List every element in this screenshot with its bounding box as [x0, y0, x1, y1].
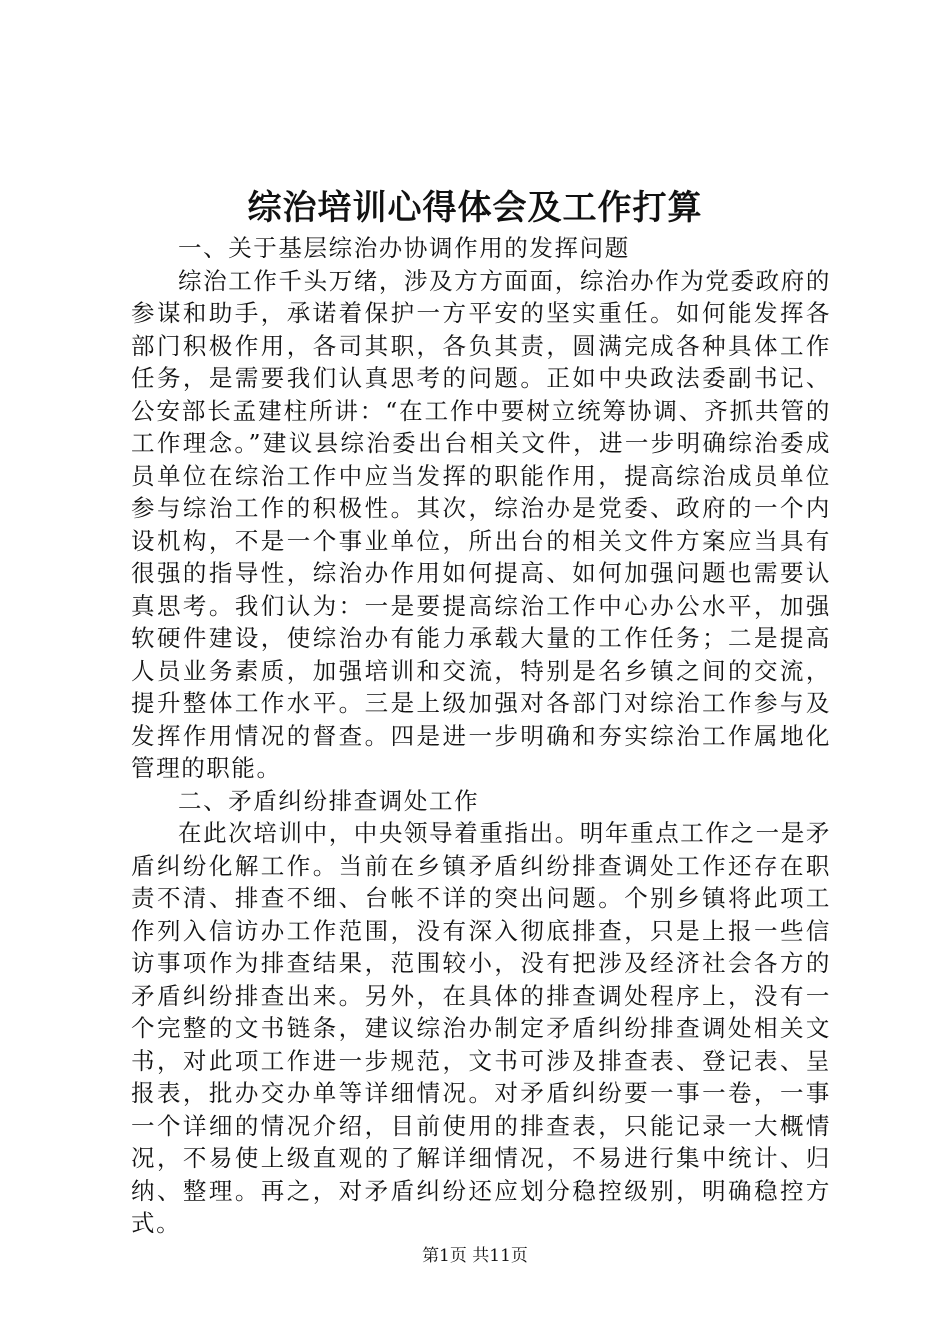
section-1-heading: 一、关于基层综治办协调作用的发挥问题	[178, 234, 630, 262]
section-2-heading: 二、矛盾纠纷排查调处工作	[178, 786, 480, 815]
document-body	[131, 232, 831, 1240]
document-title: 综治培训心得体会及工作打算	[247, 188, 703, 228]
section-1-paragraph: 综治工作千头万绪，涉及方方面面，综治办作为党委政府的参谋和助手，承诺着保护一方平安的坚实重任。如何能发挥各部门积极作用，各司其职，各负其责，圆满完成各种具体工作任务，是需要我们认真思考的问题。正如中央政法委副书记、公安部长孟建柱所讲：“在工作中要树立统筹协调、齐抓共管的工作理念。”建议县综治委出台相关文件，进一步明确综治委成员单位在综治工作中应当发挥的职能作用，提高综治成员单位参与综治工作的积极性。其次，综治办是党委、政府的一个内设机构，不是一个事业单位，所出台的相关文件方案应当具有很强的指导性，综治办作用如何提高、如何加强问题也需要认真思考。我们认为：一是要提高综治工作中心办公水平，加强软硬件建设，使综治办有能力承载大量的工作任务；二是提高人员业务素质，加强培训和交流，特别是名乡镇之间的交流，提升整体工作水平。三是上级加强对各部门对综治工作参与及发挥作用情况的督查。四是进一步明确和夯实综治工作属地化管理的职能。	[131, 266, 831, 782]
page-number-footer: 第1页 共11页	[422, 1246, 528, 1266]
section-2-paragraph: 在此次培训中，中央领导着重指出。明年重点工作之一是矛盾纠纷化解工作。当前在乡镇矛盾纠纷排查调处工作还存在职责不清、排查不细、台帐不详的突出问题。个别乡镇将此项工作列入信访办工作范围，没有深入彻底排查，只是上报一些信访事项作为排查结果，范围较小，没有把涉及经济社会各方的矛盾纠纷排查出来。另外，在具体的排查调处程序上，没有一个完整的文书链条，建议综治办制定矛盾纠纷排查调处相关文书，对此项工作进一步规范，文书可涉及排查表、登记表、呈报表，批办交办单等详细情况。对矛盾纠纷要一事一卷，一事一个详细的情况介绍，目前使用的排查表，只能记录一大概情况，不易使上级直观的了解详细情况，不易进行集中统计、归纳、整理。再之，对矛盾纠纷还应划分稳控级别，明确稳控方式。	[131, 819, 831, 1237]
